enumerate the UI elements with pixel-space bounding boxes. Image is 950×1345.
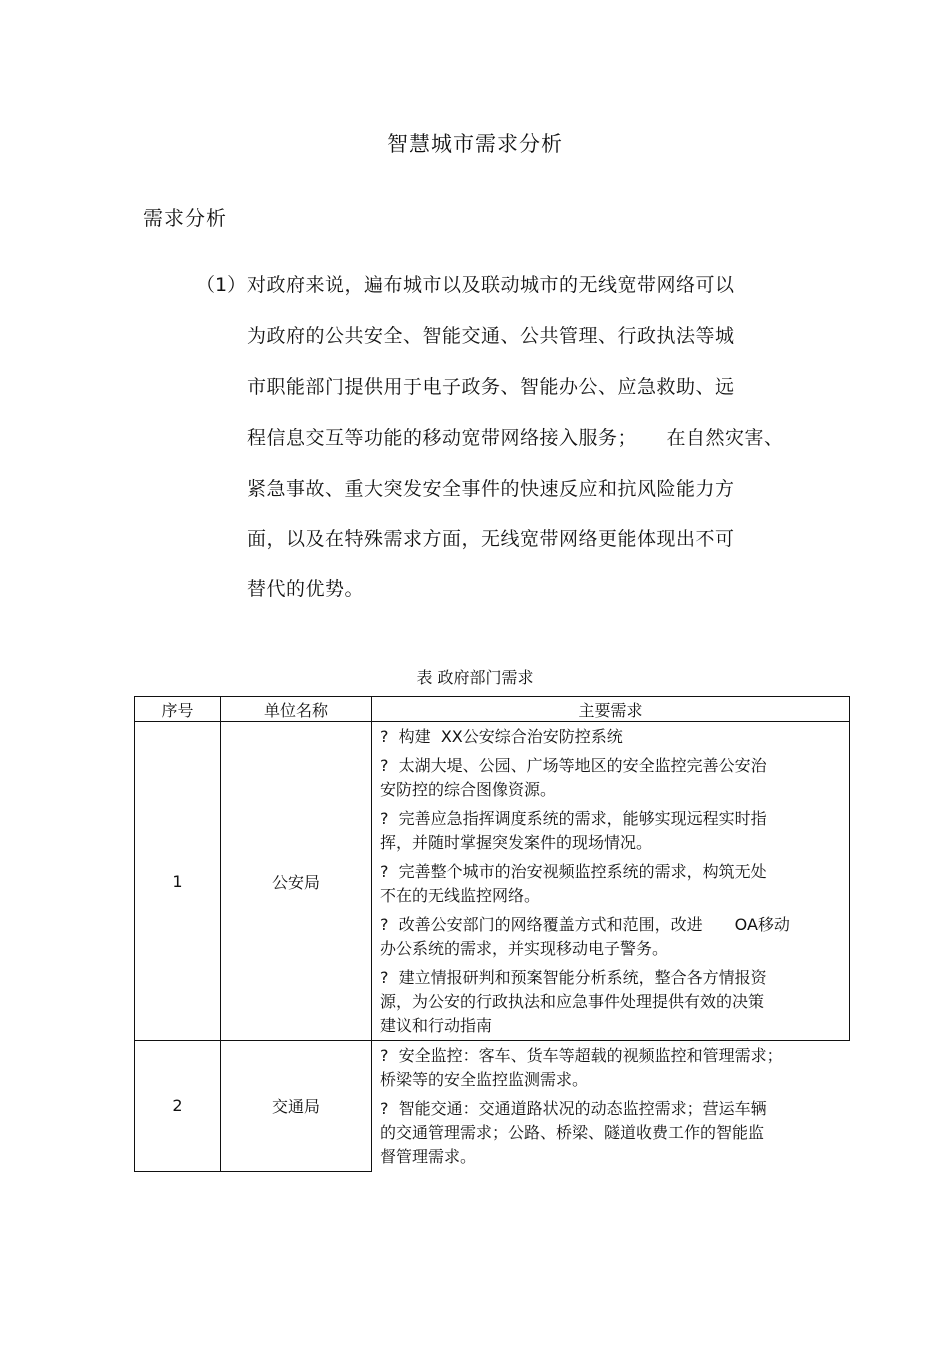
table-caption: 表 政府部门需求 xyxy=(416,668,534,687)
requirement-line: ? 安全监控：客车、货车等超载的视频监控和管理需求； xyxy=(380,1046,783,1065)
row-index: 1 xyxy=(135,722,221,1041)
section-heading: 需求分析 xyxy=(143,206,227,230)
requirement-line: ? 构建 XX公安综合治安防控系统 xyxy=(380,727,623,746)
row-unit-name: 交通局 xyxy=(221,1041,372,1172)
requirement-line: ? 智能交通：交通道路状况的动态监控需求；营运车辆 xyxy=(380,1099,767,1118)
requirement-item xyxy=(380,966,841,1038)
header-requirements: 主要需求 xyxy=(372,697,850,722)
page-title: 智慧城市需求分析 xyxy=(387,132,563,156)
requirement-line: 办公系统的需求，并实现移动电子警务。 xyxy=(380,939,669,958)
table-row xyxy=(135,722,850,1041)
requirement-line: 不在的无线监控网络。 xyxy=(380,886,541,905)
requirement-line: 桥梁等的安全监控监测需求。 xyxy=(380,1070,589,1089)
requirement-item xyxy=(380,860,841,908)
requirement-line: 挥，并随时掌握突发案件的现场情况。 xyxy=(380,833,653,852)
paragraph-line: 程信息交互等功能的移动宽带网络接入服务； 在自然灾害、 xyxy=(247,427,784,449)
table-header-row xyxy=(135,697,850,722)
paragraph-number: （1） xyxy=(196,274,247,296)
requirement-item xyxy=(380,1044,842,1092)
requirement-item xyxy=(380,807,841,855)
row-index: 2 xyxy=(135,1041,221,1172)
paragraph-line: 市职能部门提供用于电子政务、智能办公、应急救助、远 xyxy=(247,376,735,398)
requirement-item xyxy=(380,1097,842,1169)
requirement-line: ? 完善整个城市的治安视频监控系统的需求，构筑无处 xyxy=(380,862,767,881)
requirement-item xyxy=(380,913,841,961)
requirement-line: ? 改善公安部门的网络覆盖方式和范围，改进 OA移动 xyxy=(380,915,790,934)
paragraph-line: 为政府的公共安全、智能交通、公共管理、行政执法等城 xyxy=(247,325,735,347)
requirement-line: 的交通管理需求；公路、桥梁、隧道收费工作的智能监 xyxy=(380,1123,765,1142)
requirement-item xyxy=(380,725,841,749)
header-index: 序号 xyxy=(135,697,221,722)
requirement-line: 源，为公安的行政执法和应急事件处理提供有效的决策 xyxy=(380,992,765,1011)
row-requirements xyxy=(372,1041,850,1172)
paragraph-line: 紧急事故、重大突发安全事件的快速反应和抗风险能力方 xyxy=(247,478,735,500)
requirement-line: 督管理需求。 xyxy=(380,1147,477,1166)
paragraph-line: 对政府来说，遍布城市以及联动城市的无线宽带网络可以 xyxy=(247,274,735,296)
table-row xyxy=(135,1041,850,1172)
paragraph-line: 面，以及在特殊需求方面，无线宽带网络更能体现出不可 xyxy=(247,528,735,550)
requirement-item xyxy=(380,754,841,802)
requirement-line: 建议和行动指南 xyxy=(380,1016,493,1035)
requirement-line: ? 太湖大堤、公园、广场等地区的安全监控完善公安治 xyxy=(380,756,767,775)
header-unit: 单位名称 xyxy=(221,697,372,722)
requirements-table xyxy=(134,696,850,1172)
row-unit-name: 公安局 xyxy=(221,722,372,1041)
requirement-line: ? 完善应急指挥调度系统的需求，能够实现远程实时指 xyxy=(380,809,767,828)
requirement-line: ? 建立情报研判和预案智能分析系统，整合各方情报资 xyxy=(380,968,767,987)
requirement-line: 安防控的综合图像资源。 xyxy=(380,780,557,799)
paragraph-line: 替代的优势。 xyxy=(247,578,365,600)
row-requirements xyxy=(372,722,850,1041)
